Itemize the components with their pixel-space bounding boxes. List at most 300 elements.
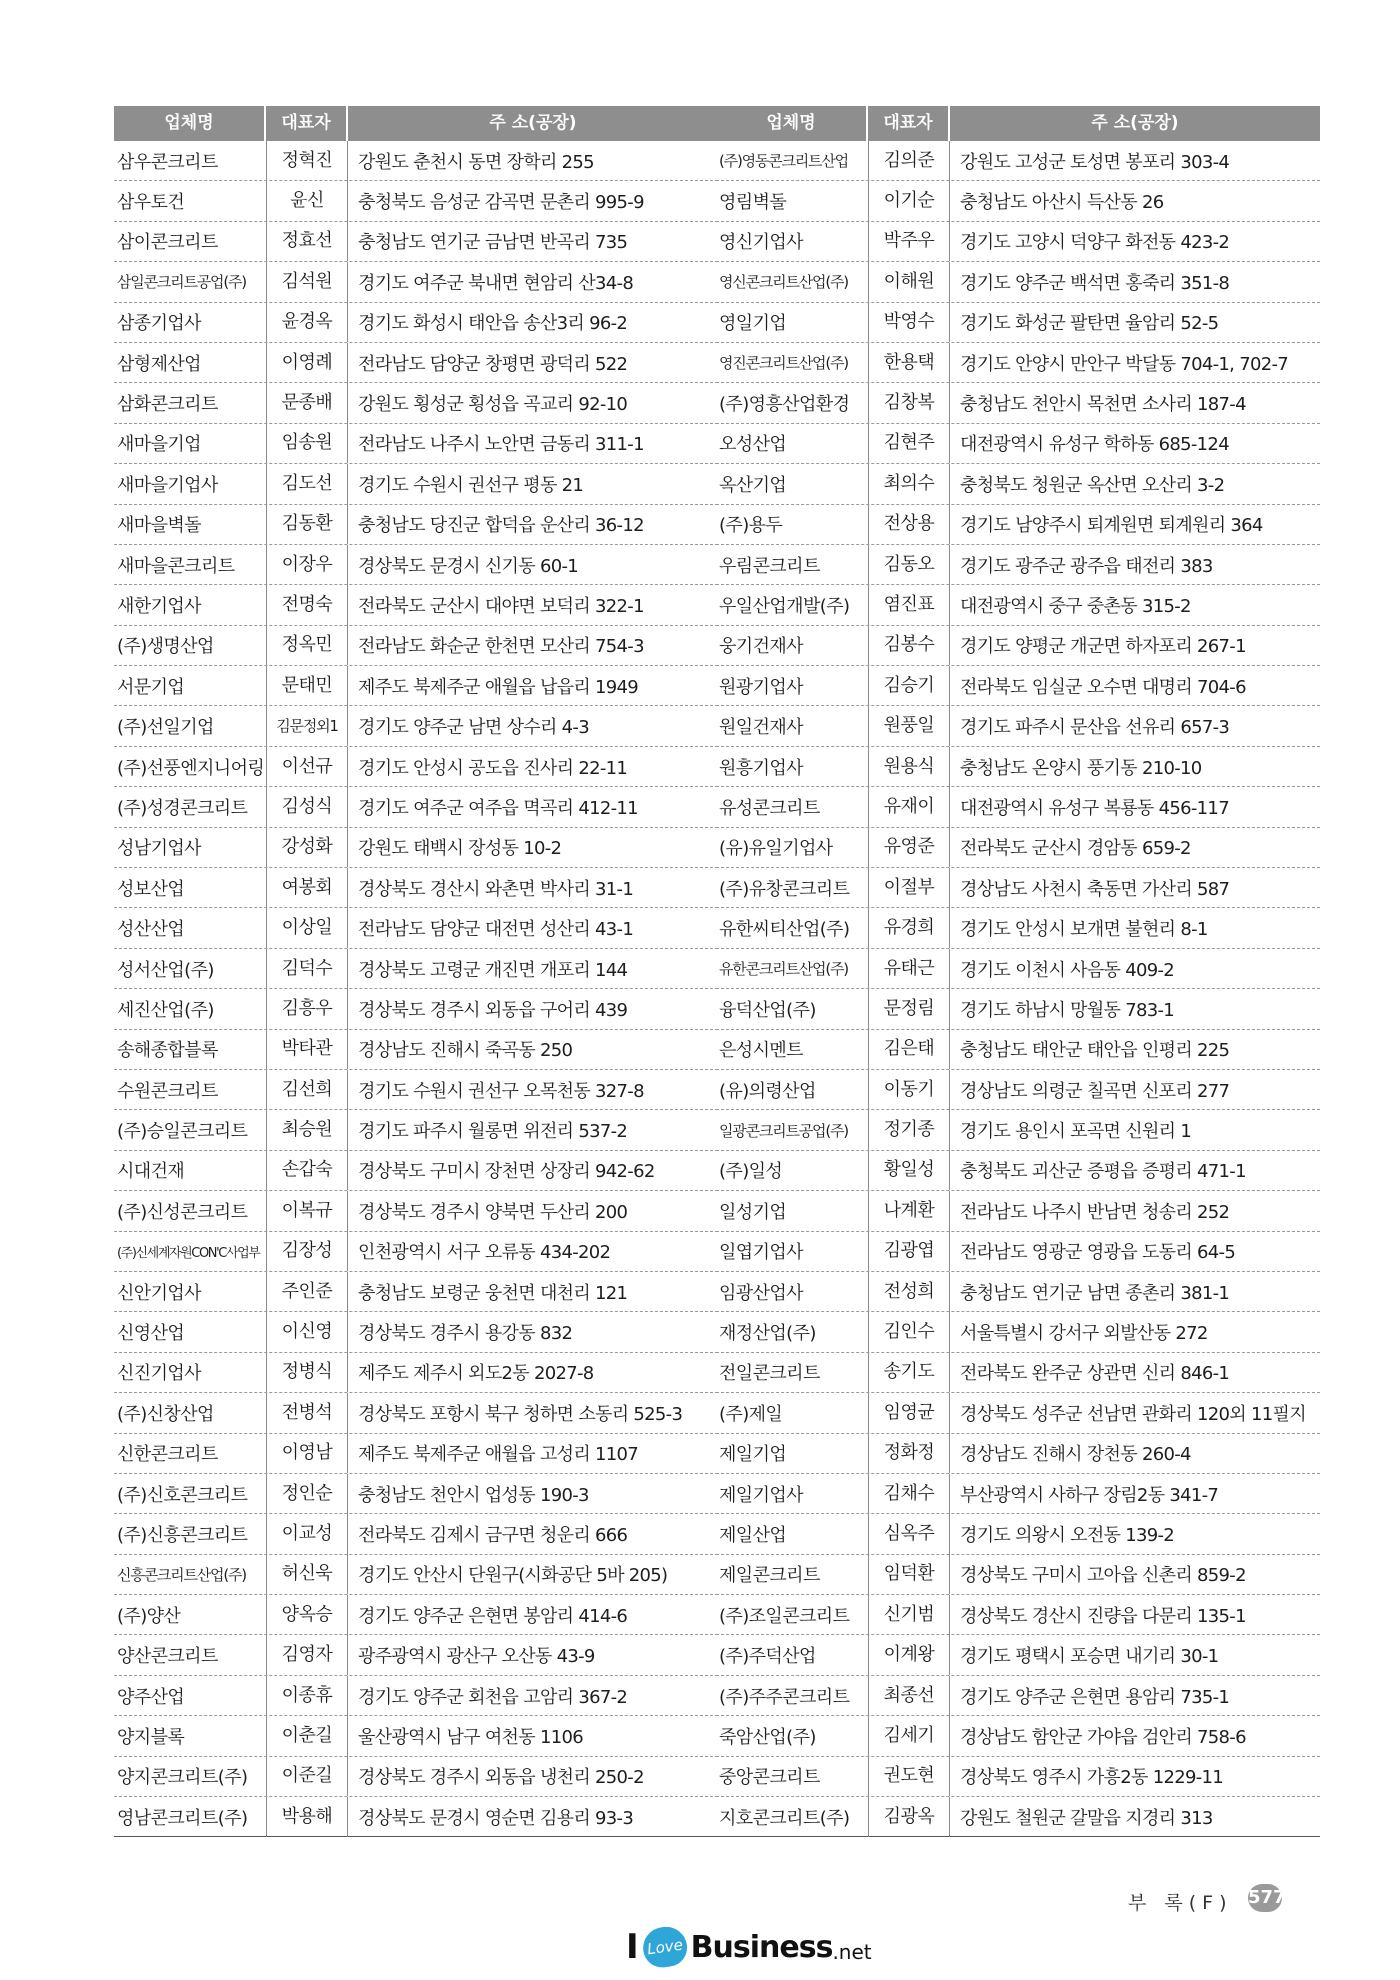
address: 전라남도 화순군 한천면 모산리 754-3	[358, 636, 644, 658]
company-name: 양산콘크리트	[117, 1646, 218, 1668]
address: 인천광역시 서구 오류동 434-202	[358, 1242, 611, 1264]
representative-name: 김장성	[266, 1231, 348, 1271]
table-row	[716, 1757, 1320, 1797]
representative-name: 임송원	[266, 423, 348, 463]
company-name: 신안기업사	[117, 1282, 201, 1304]
appendix-label: 부 록(F)	[1128, 1892, 1233, 1914]
address: 충청남도 아산시 득산동 26	[960, 192, 1164, 214]
representative-name: 김세기	[868, 1716, 950, 1756]
company-name: 영신기업사	[719, 232, 803, 254]
company-name: 제일콘크리트	[719, 1565, 820, 1587]
company-name: 삼종기업사	[117, 313, 201, 335]
address: 서울특별시 강서구 외발산동 272	[960, 1323, 1208, 1345]
representative-name: 이영례	[266, 343, 348, 383]
table-row	[716, 1797, 1320, 1837]
header-company: 업체명	[716, 106, 868, 141]
representative-name: 이신영	[266, 1312, 348, 1352]
address: 경기도 양주군 남면 상수리 4-3	[358, 717, 589, 739]
address: 충청남도 연기군 남면 종촌리 381-1	[960, 1282, 1230, 1304]
address: 전라남도 나주시 노안면 금동리 311-1	[358, 434, 644, 456]
representative-name: 전상용	[868, 504, 950, 544]
table-row	[114, 1434, 718, 1474]
representative-name: 박타관	[266, 1029, 348, 1069]
representative-name: 유영준	[868, 827, 950, 867]
table-row	[716, 626, 1320, 666]
table-row	[716, 383, 1320, 423]
representative-name: 이종휴	[266, 1676, 348, 1716]
representative-name: 김인수	[868, 1312, 950, 1352]
table-row	[716, 1635, 1320, 1675]
table-row	[716, 908, 1320, 948]
table-row	[114, 868, 718, 908]
company-name: 삼일콘크리트공업(주)	[117, 273, 246, 292]
table-row	[114, 1353, 718, 1393]
company-name: 성남기업사	[117, 838, 201, 860]
table-row	[114, 828, 718, 868]
address: 경상북도 경주시 용강동 832	[358, 1323, 573, 1345]
address: 경기도 양평군 개군면 하자포리 267-1	[960, 636, 1246, 658]
company-name: 일광콘크리트공업(주)	[719, 1121, 848, 1140]
table-row	[114, 666, 718, 706]
company-name: 새한기업사	[117, 595, 201, 617]
company-name: 서문기업	[117, 676, 185, 698]
table-row	[716, 424, 1320, 464]
address: 강원도 철원군 갈말읍 지경리 313	[960, 1807, 1213, 1829]
table-row	[716, 1353, 1320, 1393]
company-name: 삼우콘크리트	[117, 151, 218, 173]
address: 강원도 고성군 토성면 봉포리 303-4	[960, 151, 1230, 173]
company-name: 신흥콘크리트산업(주)	[117, 1565, 246, 1584]
representative-name: 김광엽	[868, 1231, 950, 1271]
table-row	[114, 1757, 718, 1797]
address: 충청남도 연기군 금남면 반곡리 735	[358, 232, 628, 254]
table-row	[716, 343, 1320, 383]
representative-name: 김동오	[868, 545, 950, 585]
address: 제주도 북제주군 애월읍 고성리 1107	[358, 1444, 639, 1466]
table-row	[716, 706, 1320, 746]
table-row	[114, 585, 718, 625]
table-row	[716, 1716, 1320, 1756]
address: 경상남도 의령군 칠곡면 신포리 277	[960, 1080, 1230, 1102]
table-row	[114, 222, 718, 262]
address: 경상남도 진해시 장천동 260-4	[960, 1444, 1191, 1466]
table-row	[114, 181, 718, 221]
company-name: 임광산업사	[719, 1282, 803, 1304]
representative-name: 전병석	[266, 1393, 348, 1433]
company-name: (주)생명산업	[117, 636, 214, 658]
right-table-body	[716, 141, 1320, 1837]
company-name: 삼화콘크리트	[117, 394, 218, 416]
company-name: (유)유일기업사	[719, 838, 833, 860]
table-row	[114, 141, 718, 181]
address: 전라북도 임실군 오수면 대명리 704-6	[960, 676, 1246, 698]
address: 전라남도 나주시 반남면 청송리 252	[960, 1201, 1230, 1223]
representative-name: 김봉수	[868, 625, 950, 665]
representative-name: 임덕환	[868, 1554, 950, 1594]
left-table	[114, 106, 718, 1837]
address: 전라북도 군산시 경암동 659-2	[960, 838, 1191, 860]
table-row	[114, 1716, 718, 1756]
company-name: 삼이콘크리트	[117, 232, 218, 254]
table-row	[716, 1393, 1320, 1433]
company-name: 일엽기업사	[719, 1242, 803, 1264]
address: 경기도 안성시 공도읍 진사리 22-11	[358, 757, 628, 779]
table-row	[716, 1110, 1320, 1150]
company-name: 오성산업	[719, 434, 787, 456]
table-row	[716, 828, 1320, 868]
company-name: 지호콘크리트(주)	[719, 1807, 850, 1829]
table-row	[114, 505, 718, 545]
representative-name: 정화정	[868, 1433, 950, 1473]
representative-name: 원용식	[868, 747, 950, 787]
company-name: 성보산업	[117, 878, 185, 900]
address: 대전광역시 중구 중촌동 315-2	[960, 595, 1191, 617]
representative-name: 손갑숙	[266, 1150, 348, 1190]
representative-name: 이춘길	[266, 1716, 348, 1756]
company-name: 우일산업개발(주)	[719, 595, 850, 617]
company-name: (주)신호콘크리트	[117, 1484, 248, 1506]
company-name: 영림벽돌	[719, 192, 787, 214]
address: 경상북도 경산시 와촌면 박사리 31-1	[358, 878, 634, 900]
table-row	[114, 626, 718, 666]
company-name: 양지콘크리트(주)	[117, 1767, 248, 1789]
company-name: 융덕산업(주)	[719, 999, 816, 1021]
logo-word: Business	[690, 1929, 833, 1965]
header-address: 주 소(공장)	[489, 113, 577, 133]
table-row	[114, 1191, 718, 1231]
company-name: 수원콘크리트	[117, 1080, 218, 1102]
address: 경기도 안산시 단원구(시화공단 5바 205)	[358, 1565, 668, 1587]
address: 충청남도 온양시 풍기동 210-10	[960, 757, 1202, 779]
representative-name: 김채수	[868, 1474, 950, 1514]
table-row	[716, 1474, 1320, 1514]
address: 경기도 안성시 보개면 불현리 8-1	[960, 919, 1208, 941]
address: 경상북도 경주시 양북면 두산리 200	[358, 1201, 628, 1223]
company-name: 신한콘크리트	[117, 1444, 218, 1466]
representative-name: 윤신	[266, 181, 348, 221]
representative-name: 정옥민	[266, 625, 348, 665]
header-address: 주 소(공장)	[1091, 113, 1179, 133]
representative-name: 유경희	[868, 908, 950, 948]
company-name: 세진산업(주)	[117, 999, 214, 1021]
company-name: 원일건재사	[719, 717, 803, 739]
table-row	[716, 747, 1320, 787]
header-representative: 대표자	[868, 106, 950, 141]
representative-name: 김석원	[266, 262, 348, 302]
representative-name: 김현주	[868, 423, 950, 463]
table-row	[114, 1595, 718, 1635]
company-name: (주)제일	[719, 1403, 783, 1425]
company-name: (주)성경콘크리트	[117, 797, 248, 819]
representative-name: 심옥주	[868, 1514, 950, 1554]
representative-name: 김은태	[868, 1029, 950, 1069]
representative-name: 황일성	[868, 1150, 950, 1190]
table-row	[114, 464, 718, 504]
company-name: (주)신창산업	[117, 1403, 214, 1425]
address: 경상남도 사천시 축동면 가산리 587	[960, 878, 1230, 900]
representative-name: 송기도	[868, 1352, 950, 1392]
representative-name: 이해원	[868, 262, 950, 302]
address: 경기도 양주군 은현면 용암리 735-1	[960, 1686, 1230, 1708]
table-row	[114, 1272, 718, 1312]
representative-name: 김덕수	[266, 949, 348, 989]
table-row	[716, 181, 1320, 221]
table-row	[114, 1514, 718, 1554]
representative-name: 이영남	[266, 1433, 348, 1473]
address: 부산광역시 사하구 장림2동 341-7	[960, 1484, 1219, 1506]
table-row	[716, 1676, 1320, 1716]
table-row	[716, 1312, 1320, 1352]
table-row	[716, 1151, 1320, 1191]
table-row	[716, 949, 1320, 989]
table-row	[114, 706, 718, 746]
company-name: 성산산업	[117, 919, 185, 941]
company-name: 영신콘크리트산업(주)	[719, 273, 848, 292]
table-row	[114, 1030, 718, 1070]
address: 경상북도 경주시 외동읍 냉천리 250-2	[358, 1767, 644, 1789]
company-name: 우림콘크리트	[719, 555, 820, 577]
representative-name: 이상일	[266, 908, 348, 948]
address: 경기도 수원시 권선구 평동 21	[358, 474, 584, 496]
site-logo	[626, 1922, 872, 1972]
table-row	[114, 303, 718, 343]
company-name: 일성기업	[719, 1201, 787, 1223]
table-row	[716, 1272, 1320, 1312]
address: 전라북도 군산시 대야면 보덕리 322-1	[358, 595, 644, 617]
address: 제주도 북제주군 애월읍 납읍리 1949	[358, 676, 639, 698]
company-name: (유)의령산업	[719, 1080, 816, 1102]
table-row	[716, 1030, 1320, 1070]
company-name: 성서산업(주)	[117, 959, 214, 981]
table-row	[716, 222, 1320, 262]
address: 울산광역시 남구 여천동 1106	[358, 1726, 583, 1748]
address: 경상북도 경주시 외동읍 구어리 439	[358, 999, 628, 1021]
representative-name: 전명숙	[266, 585, 348, 625]
representative-name: 강성화	[266, 827, 348, 867]
representative-name: 박영수	[868, 302, 950, 342]
table-row	[716, 666, 1320, 706]
company-name: 새마을벽돌	[117, 515, 201, 537]
table-row	[114, 424, 718, 464]
representative-name: 최승원	[266, 1110, 348, 1150]
address: 경기도 양주군 백석면 홍죽리 351-8	[960, 272, 1230, 294]
table-row	[716, 464, 1320, 504]
address: 경기도 파주시 월롱면 위전리 537-2	[358, 1121, 628, 1143]
representative-name: 나계환	[868, 1191, 950, 1231]
company-name: 원광기업사	[719, 676, 803, 698]
address: 경기도 화성시 태안읍 송산3리 96-2	[358, 313, 628, 335]
table-row	[114, 908, 718, 948]
representative-name: 김동환	[266, 504, 348, 544]
representative-name: 주인준	[266, 1272, 348, 1312]
representative-name: 이절부	[868, 868, 950, 908]
address: 경기도 파주시 문산읍 선유리 657-3	[960, 717, 1230, 739]
address: 경상북도 영주시 가흥2동 1229-11	[960, 1767, 1224, 1789]
table-row	[114, 1151, 718, 1191]
representative-name: 정인순	[266, 1474, 348, 1514]
address: 경상남도 진해시 죽곡동 250	[358, 1040, 573, 1062]
company-name: 영진콘크리트산업(주)	[719, 354, 848, 373]
table-row	[114, 787, 718, 827]
address: 경기도 용인시 포곡면 신원리 1	[960, 1121, 1192, 1143]
representative-name: 한용택	[868, 343, 950, 383]
representative-name: 문정림	[868, 989, 950, 1029]
company-name: 양지블록	[117, 1726, 185, 1748]
address: 경기도 양주군 은현면 봉암리 414-6	[358, 1605, 628, 1627]
representative-name: 김문정외1	[266, 706, 348, 746]
table-row	[716, 868, 1320, 908]
representative-name: 원풍일	[868, 706, 950, 746]
company-name: 유성콘크리트	[719, 797, 820, 819]
representative-name: 이선규	[266, 747, 348, 787]
company-name: 재정산업(주)	[719, 1323, 816, 1345]
table-row	[716, 1191, 1320, 1231]
logo-letter: I	[626, 1927, 639, 1967]
representative-name: 유재이	[868, 787, 950, 827]
address: 경상북도 문경시 영순면 김용리 93-3	[358, 1807, 634, 1829]
company-name: (주)신성콘크리트	[117, 1201, 248, 1223]
company-name: 제일산업	[719, 1524, 787, 1546]
table-row	[114, 1070, 718, 1110]
company-name: 은성시멘트	[719, 1040, 803, 1062]
representative-name: 이동기	[868, 1070, 950, 1110]
company-name: 웅기건재사	[719, 636, 803, 658]
address: 충청남도 천안시 목천면 소사리 187-4	[960, 394, 1246, 416]
representative-name: 김승기	[868, 666, 950, 706]
table-row	[114, 545, 718, 585]
representative-name: 최종선	[868, 1676, 950, 1716]
company-name: 새마을기업	[117, 434, 201, 456]
address: 충청남도 당진군 합덕읍 운산리 36-12	[358, 515, 644, 537]
company-name: (주)주주콘크리트	[719, 1686, 850, 1708]
company-name: 원흥기업사	[719, 757, 803, 779]
address: 경기도 광주군 광주읍 태전리 383	[960, 555, 1213, 577]
representative-name: 윤경옥	[266, 302, 348, 342]
company-name: (주)주덕산업	[719, 1646, 816, 1668]
address: 경상북도 문경시 신기동 60-1	[358, 555, 578, 577]
representative-name: 염진표	[868, 585, 950, 625]
address: 충청북도 괴산군 증평읍 증평리 471-1	[960, 1161, 1246, 1183]
company-name: 송해종합블록	[117, 1040, 218, 1062]
table-row	[716, 141, 1320, 181]
company-name: 신진기업사	[117, 1363, 201, 1385]
company-name: 중앙콘크리트	[719, 1767, 820, 1789]
table-row	[114, 1797, 718, 1837]
representative-name: 김의준	[868, 141, 950, 181]
address: 경기도 남양주시 퇴계원면 퇴계원리 364	[960, 515, 1263, 537]
right-table	[716, 106, 1320, 1837]
company-name: 영남콘크리트(주)	[117, 1807, 248, 1829]
representative-name: 이준길	[266, 1756, 348, 1796]
company-name: 삼형제산업	[117, 353, 201, 375]
company-name: (주)용두	[719, 515, 783, 537]
table-row	[716, 303, 1320, 343]
table-row	[716, 262, 1320, 302]
table-row	[114, 262, 718, 302]
left-table-body	[114, 141, 718, 1837]
representative-name: 허신욱	[266, 1554, 348, 1594]
representative-name: 이계왕	[868, 1635, 950, 1675]
address: 충청남도 태안군 태안읍 인평리 225	[960, 1040, 1230, 1062]
representative-name: 김영자	[266, 1635, 348, 1675]
table-row	[716, 505, 1320, 545]
address: 충청남도 보령군 웅천면 대천리 121	[358, 1282, 628, 1304]
company-name: (주)유창콘크리트	[719, 878, 850, 900]
address: 충청북도 청원군 옥산면 오산리 3-2	[960, 474, 1225, 496]
representative-name: 임영균	[868, 1393, 950, 1433]
representative-name: 정병식	[266, 1352, 348, 1392]
company-name: (주)신세계자원CON'C사업부	[117, 1245, 260, 1261]
company-name: 삼우토건	[117, 192, 185, 214]
representative-name: 유태근	[868, 949, 950, 989]
company-name: (주)선일기업	[117, 717, 214, 739]
representative-name: 김성식	[266, 787, 348, 827]
address: 경상북도 경산시 진량읍 다문리 135-1	[960, 1605, 1246, 1627]
address: 광주광역시 광산구 오산동 43-9	[358, 1646, 595, 1668]
address: 경기도 평택시 포승면 내기리 30-1	[960, 1646, 1219, 1668]
address: 강원도 춘천시 동면 장학리 255	[358, 151, 594, 173]
representative-name: 신기범	[868, 1595, 950, 1635]
representative-name: 문종배	[266, 383, 348, 423]
representative-name: 전성희	[868, 1272, 950, 1312]
representative-name: 김흥우	[266, 989, 348, 1029]
representative-name: 이기순	[868, 181, 950, 221]
address: 충청북도 음성군 감곡면 문촌리 995-9	[358, 192, 644, 214]
company-name: 유한콘크리트산업(주)	[719, 960, 848, 978]
representative-name: 이복규	[266, 1191, 348, 1231]
address: 경기도 양주군 회천읍 고암리 367-2	[358, 1686, 628, 1708]
company-name: (주)영동콘크리트산업	[719, 152, 848, 171]
company-name: 양주산업	[117, 1686, 185, 1708]
left-table-header	[114, 106, 718, 141]
representative-name: 이교성	[266, 1514, 348, 1554]
address: 전라남도 영광군 영광읍 도동리 64-5	[960, 1242, 1236, 1264]
table-row	[114, 949, 718, 989]
address: 대전광역시 유성구 복룡동 456-117	[960, 797, 1229, 819]
table-row	[716, 1232, 1320, 1272]
representative-name: 박용해	[266, 1797, 348, 1837]
address: 전라북도 김제시 금구면 청운리 666	[358, 1524, 628, 1546]
table-row	[114, 989, 718, 1029]
address: 경기도 여주군 여주읍 멱곡리 412-11	[358, 797, 638, 819]
representative-name: 최의수	[868, 464, 950, 504]
representative-name: 여봉회	[266, 868, 348, 908]
address: 경상북도 구미시 고아읍 신촌리 859-2	[960, 1565, 1246, 1587]
table-row	[114, 1312, 718, 1352]
address: 경기도 이천시 사음동 409-2	[960, 959, 1175, 981]
address: 대전광역시 유성구 학하동 685-124	[960, 434, 1229, 456]
address: 경기도 안양시 만안구 박달동 704-1, 702-7	[960, 353, 1288, 375]
company-name: 유한씨티산업(주)	[719, 919, 850, 941]
table-row	[114, 1555, 718, 1595]
company-name: 시대건재	[117, 1161, 185, 1183]
address: 강원도 태백시 장성동 10-2	[358, 838, 562, 860]
company-name: 제일기업사	[719, 1484, 803, 1506]
company-name: 옥산기업	[719, 474, 787, 496]
company-name: 제일기업	[719, 1444, 787, 1466]
table-row	[114, 343, 718, 383]
company-name: 새마을기업사	[117, 474, 218, 496]
address: 경상북도 고령군 개진면 개포리 144	[358, 959, 628, 981]
table-row	[716, 1434, 1320, 1474]
company-name: (주)조일콘크리트	[719, 1605, 850, 1627]
company-name: (주)양산	[117, 1605, 181, 1627]
address: 경상북도 포항시 북구 청하면 소동리 525-3	[358, 1403, 683, 1425]
company-name: (주)신흥콘크리트	[117, 1524, 248, 1546]
right-table-header	[716, 106, 1320, 141]
address: 경기도 하남시 망월동 783-1	[960, 999, 1175, 1021]
table-row	[716, 989, 1320, 1029]
